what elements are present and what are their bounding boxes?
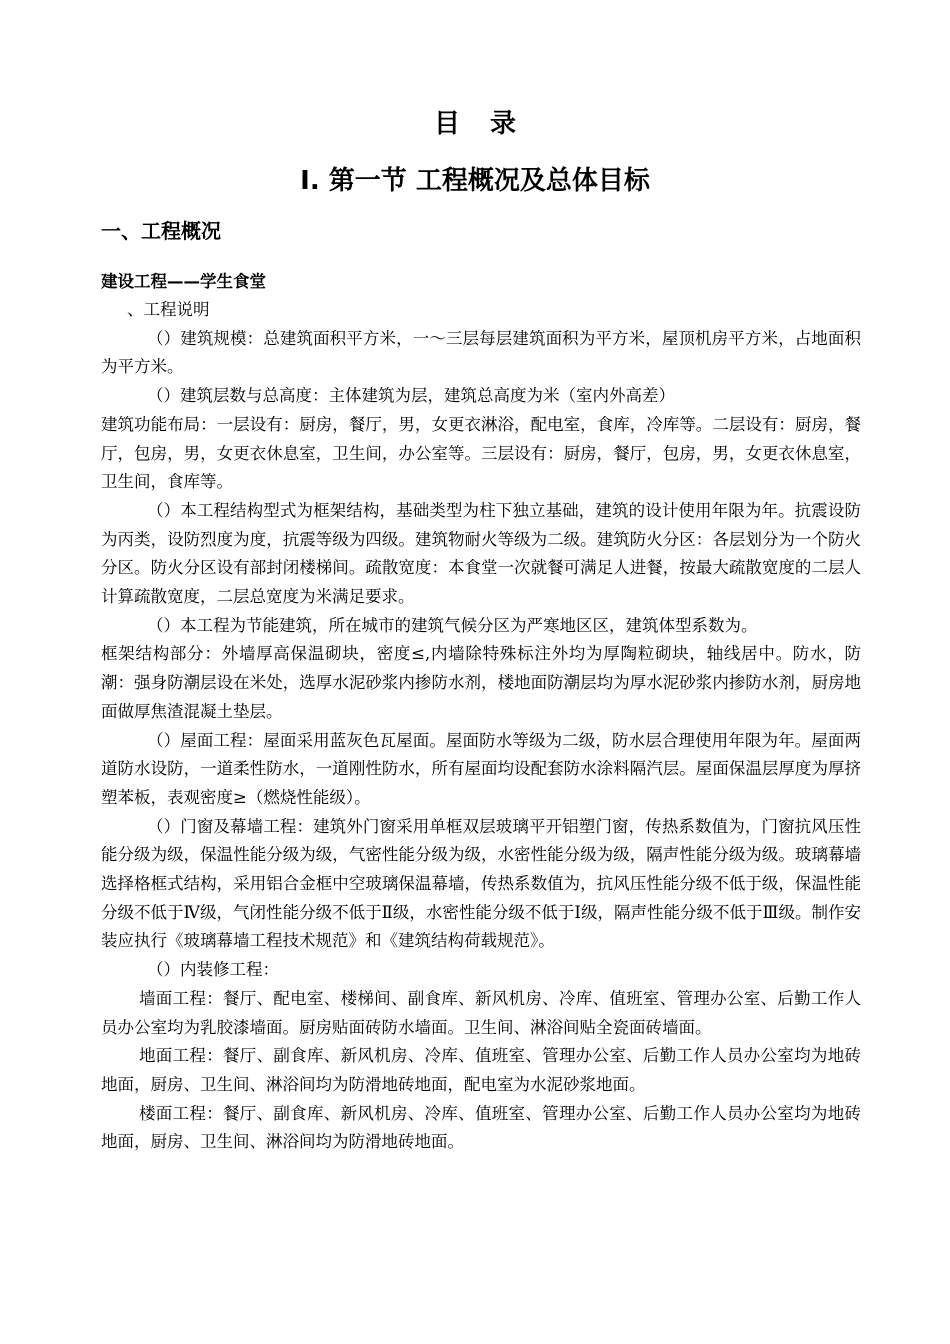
paragraph-building-scale: （）建筑规模：总建筑面积平方米，一～三层每层建筑面积为平方米，屋顶机房平方米，占地面积为平方米。 [101,328,861,377]
subsection-title: 一、工程概况 [101,219,221,243]
paragraph-wall-finishing: 墙面工程：餐厅、配电室、楼梯间、副食库、新风机房、冷库、值班室、管理办公室、后勤工作人员办公室均为乳胶漆墙面。厨房贴面砖防水墙面。卫生间、淋浴间贴全瓷面砖墙面。 [101,988,861,1037]
toc-title: 目录 [433,109,546,139]
paragraph-project-description: 、工程说明 [127,300,210,319]
document-body [101,296,861,1157]
paragraph-function-layout: 建筑功能布局：一层设有：厨房，餐厅，男，女更衣淋浴，配电室，食库，冷库等。二层设有：厨房，餐厅，包房，男，女更衣休息室，卫生间，办公室等。三层设有：厨房，餐厅，包房，男，女更衣休息室，卫生间，食库等。 [101,414,861,492]
paragraph-ground-finishing: 地面工程：餐厅、副食库、新风机房、冷库、值班室、管理办公室、后勤工作人员办公室均为地砖地面，厨房、卫生间、淋浴间均为防滑地砖地面，配电室为水泥砂浆地面。 [101,1046,861,1094]
paragraph-energy-saving: （）本工程为节能建筑，所在城市的建筑气候分区为严寒地区区，建筑体型系数为。 [147,615,758,635]
section-title: I. 第一节 工程概况及总体目标 [300,166,650,196]
paragraph-doors-curtain-wall: （）门窗及幕墙工程：建筑外门窗采用单框双层玻璃平开铝塑门窗，传热系数值为，门窗抗风压性能分级为级，保温性能分级为级，气密性能分级为级，水密性能分级为级，隔声性能分级为级。玻璃幕墙选择格框式结构，采用铝合金框中空玻璃保温幕墙，传热系数值为，抗风压性能分级不低于级，保温性能分级不低于Ⅳ级，气闭性能分级不低于Ⅱ级，水密性能分级不低于Ⅰ级，隔声性能分级不低于Ⅲ级。制作安装应执行《玻璃幕墙工程技术规范》和《建筑结构荷载规范》。 [101,816,861,951]
paragraph-roof: （）屋面工程：屋面采用蓝灰色瓦屋面。屋面防水等级为二级，防水层合理使用年限为年。屋面两道防水设防，一道柔性防水，一道刚性防水，所有屋面均设配套防水涂料隔汽层。屋面保温层厚度为厚挤塑苯板，表观密度≥（燃烧性能级）。 [101,730,861,807]
paragraph-frame-structure: 框架结构部分：外墙厚高保温砌块，密度≤,内墙除特殊标注外均为厚陶粒砌块，轴线居中。防水，防潮：强身防潮层设在米处，选厚水泥砂浆内掺防水剂，楼地面防潮层均为厚水泥砂浆内掺防水剂，厨房地面做厚焦渣混凝土垫层。 [101,644,861,721]
project-name: 建设工程——学生食堂 [101,272,266,291]
paragraph-floors-height: （）建筑层数与总高度：主体建筑为层，建筑总高度为米（室内外高差） [147,386,675,406]
paragraph-structure: （）本工程结构型式为框架结构，基础类型为柱下独立基础，建筑的设计使用年限为年。抗震设防为丙类，设防烈度为度，抗震等级为四级。建筑物耐火等级为二级。建筑防火分区：各层划分为一个防火分区。防火分区设有部封闭楼梯间。疏散宽度：本食堂一次就餐可满足人进餐，按最大疏散宽度的二层人计算疏散宽度，二层总宽度为米满足要求。 [101,500,861,607]
paragraph-interior-finishing: （）内装修工程： [147,960,279,980]
paragraph-floor-finishing: 楼面工程：餐厅、副食库、新风机房、冷库、值班室、管理办公室、后勤工作人员办公室均为地砖地面，厨房、卫生间、淋浴间均为防滑地砖地面。 [101,1103,861,1152]
